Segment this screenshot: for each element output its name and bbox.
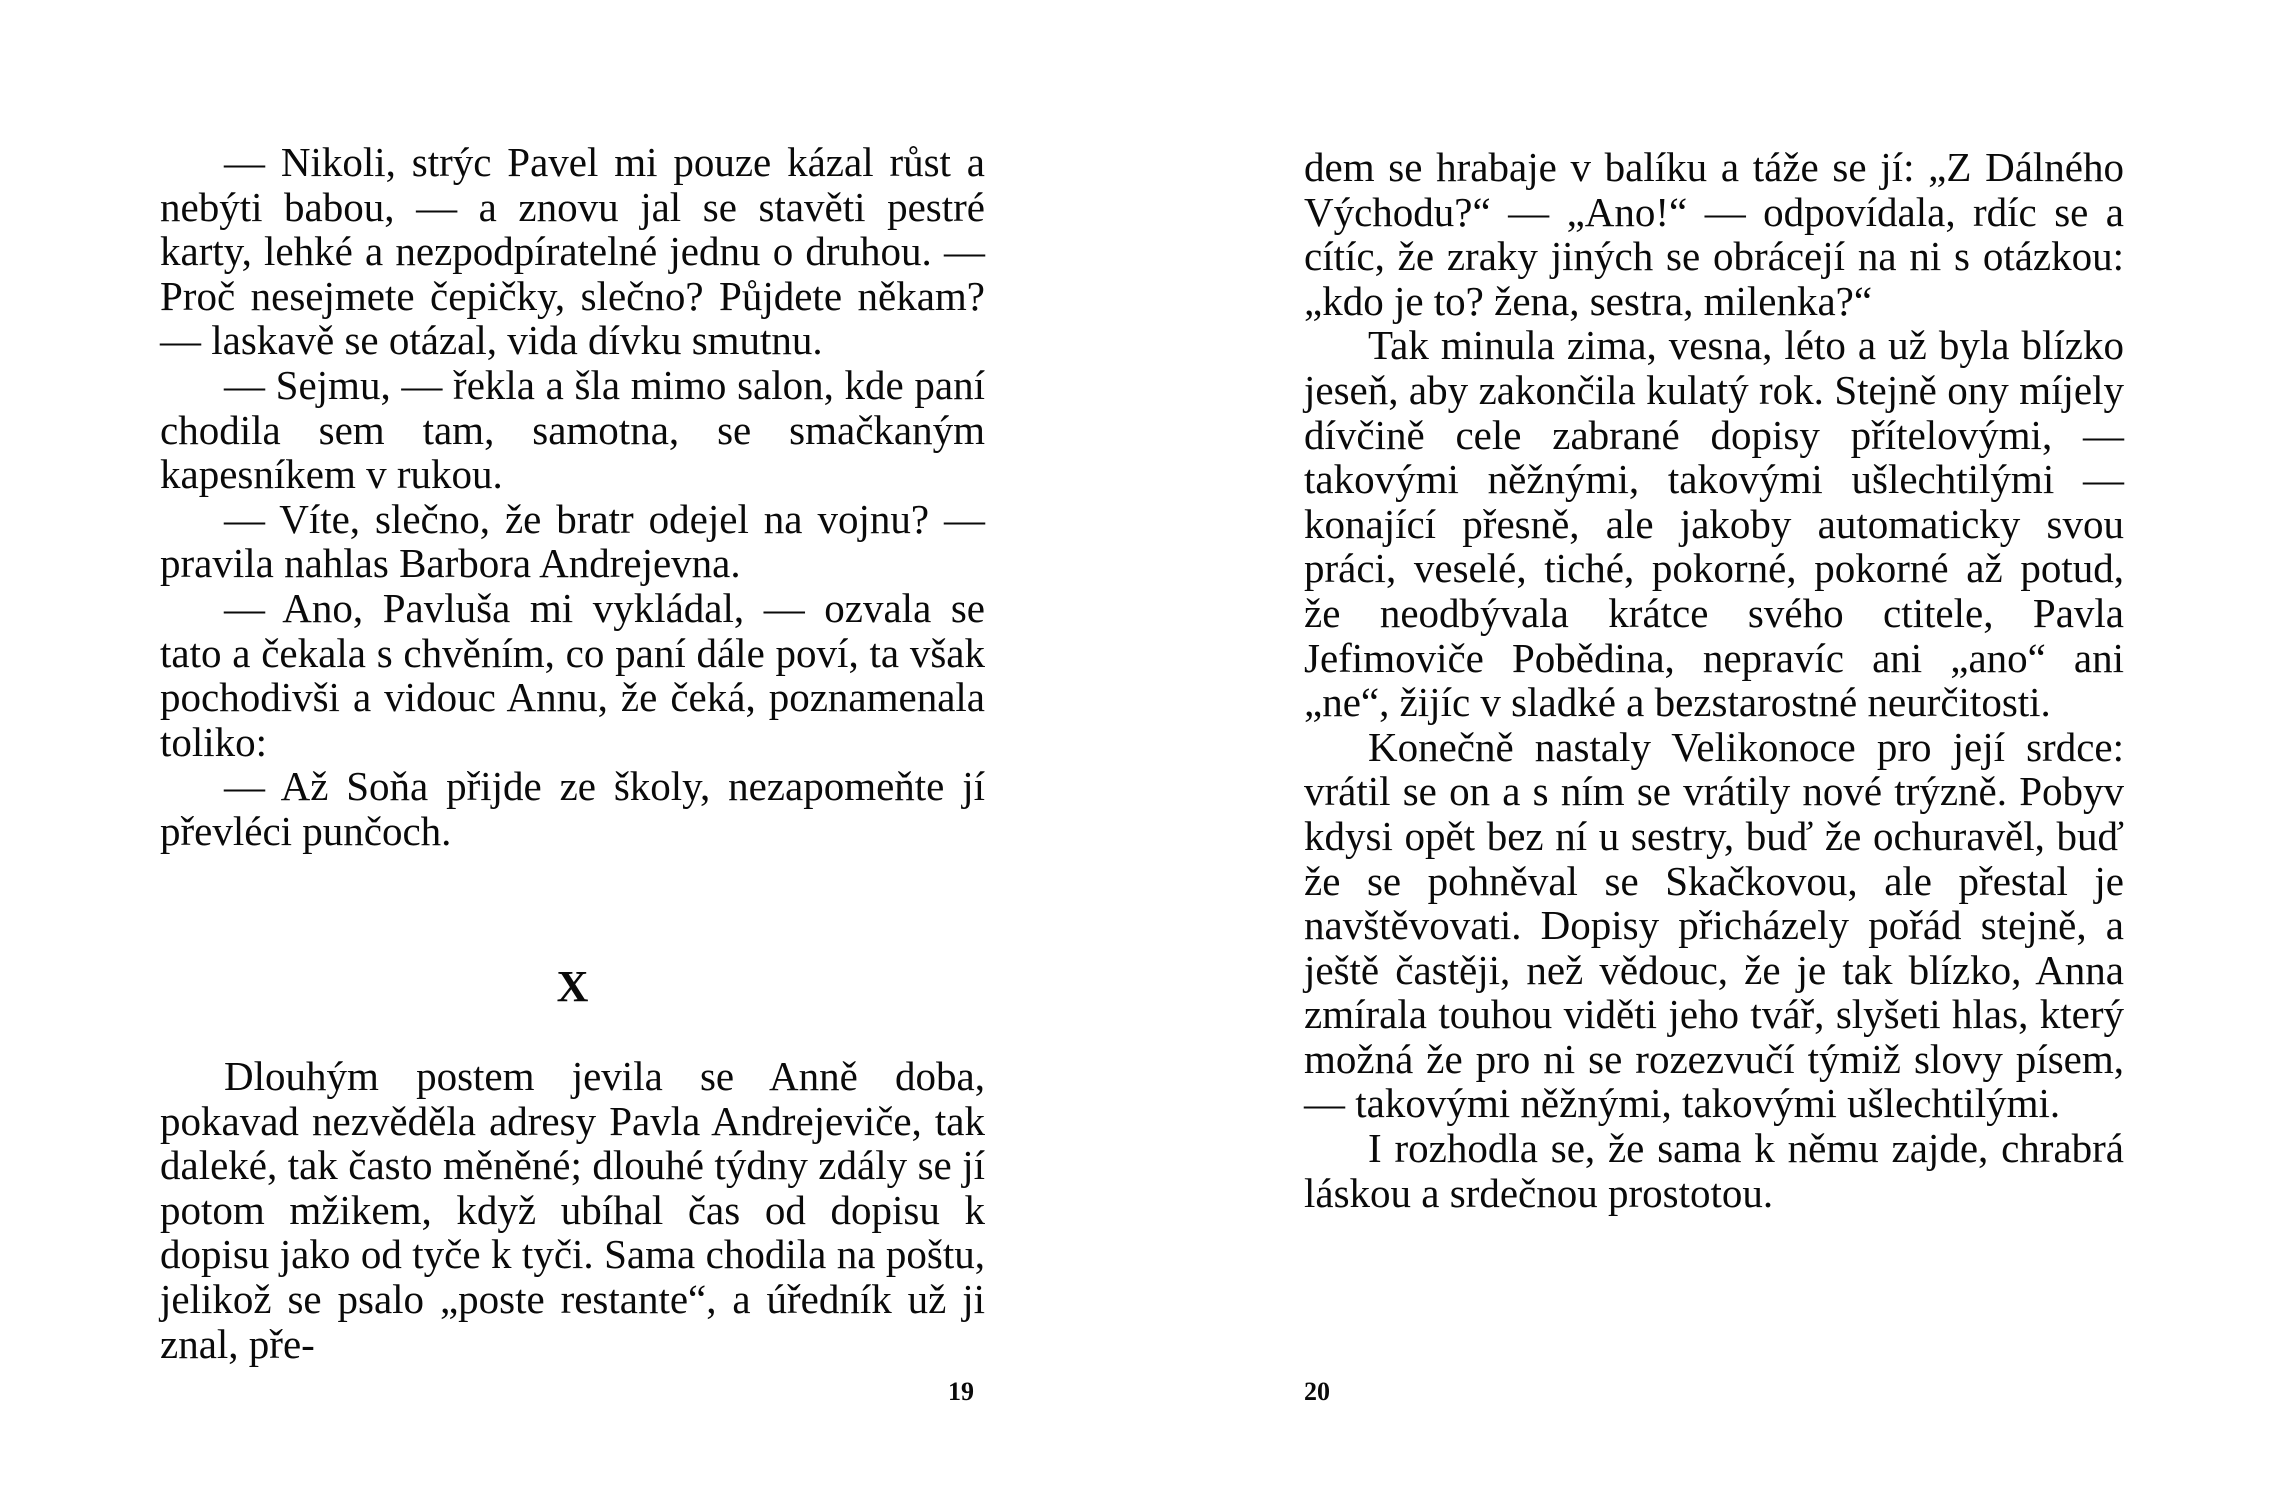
right-page <box>1136 0 2272 1500</box>
paragraph: Tak minula zima, vesna, léto a už byla blízko jeseň, aby zakončila kulatý rok. Stejně ony míjely dívčině cele zabrané dopisy přítelovými, — takovými něžnými, takovými ušlechtilými — konající přesně, ale jakoby automaticky svou práci, veselé, tiché, pokorné, pokorné až potud, že neodbývala krátce svého ctitele, Pavla Jefimoviče Pobědina, nepravíc ani „ano“ ani „ne“, žijíc v sladké a bezstarostné neurčitosti. <box>1304 322 2124 726</box>
paragraph: — Sejmu, — řekla a šla mimo salon, kde paní chodila sem tam, samotna, se smačkaným kapesníkem v rukou. <box>160 361 985 498</box>
right-page-text <box>1304 145 2124 1215</box>
paragraph: — Víte, slečno, že bratr odejel na vojnu? — pravila nahlas Barbora Andrejevna. <box>160 495 985 587</box>
left-page-text-upper <box>160 140 985 854</box>
paragraph: Dlouhým postem jevila se Anně doba, pokavad nezvěděla adresy Pavla Andrejeviče, tak daleké, tak často měněné; dlouhé týdny zdály se jí potom mžikem, když ubíhal čas od dopisu k dopisu jako od tyče k tyči. Sama chodila na poštu, jelikož se psalo „poste restante“, a úředník už ji znal, pře- <box>160 1053 985 1367</box>
chapter-heading: X <box>556 962 589 1011</box>
paragraph: — Až Soňa přijde ze školy, nezapomeňte jí převléci punčoch. <box>160 763 985 854</box>
paragraph: — Nikoli, strýc Pavel mi pouze kázal růst a nebýti babou, — a znovu jal se stavěti pestré karty, lehké a nezpodpíratelné jednu o druhou. — Proč nesejmete čepičky, slečno? Půjdete někam? — laskavě se otázal, vida dívku smutnu. <box>160 139 985 364</box>
left-page-text-lower <box>160 1054 985 1366</box>
paragraph: — Ano, Pavluša mi vykládal, — ozvala se tato a čekala s chvěním, co paní dále poví, ta však pochodivši a vidouc Annu, že čeká, poznamenala toliko: <box>160 584 985 765</box>
paragraph: Konečně nastaly Velikonoce pro její srdce: vrátil se on a s ním se vrátily nové trýzně. Pobyv kdysi opět bez ní u sestry, buď že ochuravěl, buď že se pohněval se Skačkovou, ale přestal je navštěvovati. Dopisy přicházely pořád stejně, a ještě častěji, než vědouc, že je tak blízko, Anna zmírala touhou viděti jeho tvář, slyšeti hlas, který možná že pro ni se rozezvučí týmiž slovy písem, — takovými něžnými, takovými ušlechtilými. <box>1304 723 2124 1127</box>
paragraph: I rozhodla se, že sama k němu zajde, chrabrá láskou a srdečnou prostotou. <box>1304 1125 2124 1216</box>
page-number: 19 <box>948 1377 974 1406</box>
paragraph-continuation: dem se hrabaje v balíku a táže se jí: „Z Dálného Východu?“ — „Ano!“ — odpovídala, rdíc se a cítíc, že zraky jiných se obrácejí na ni s otázkou: „kdo je to? žena, sestra, milenka?“ <box>1304 144 2124 324</box>
page-number: 20 <box>1304 1377 1330 1406</box>
